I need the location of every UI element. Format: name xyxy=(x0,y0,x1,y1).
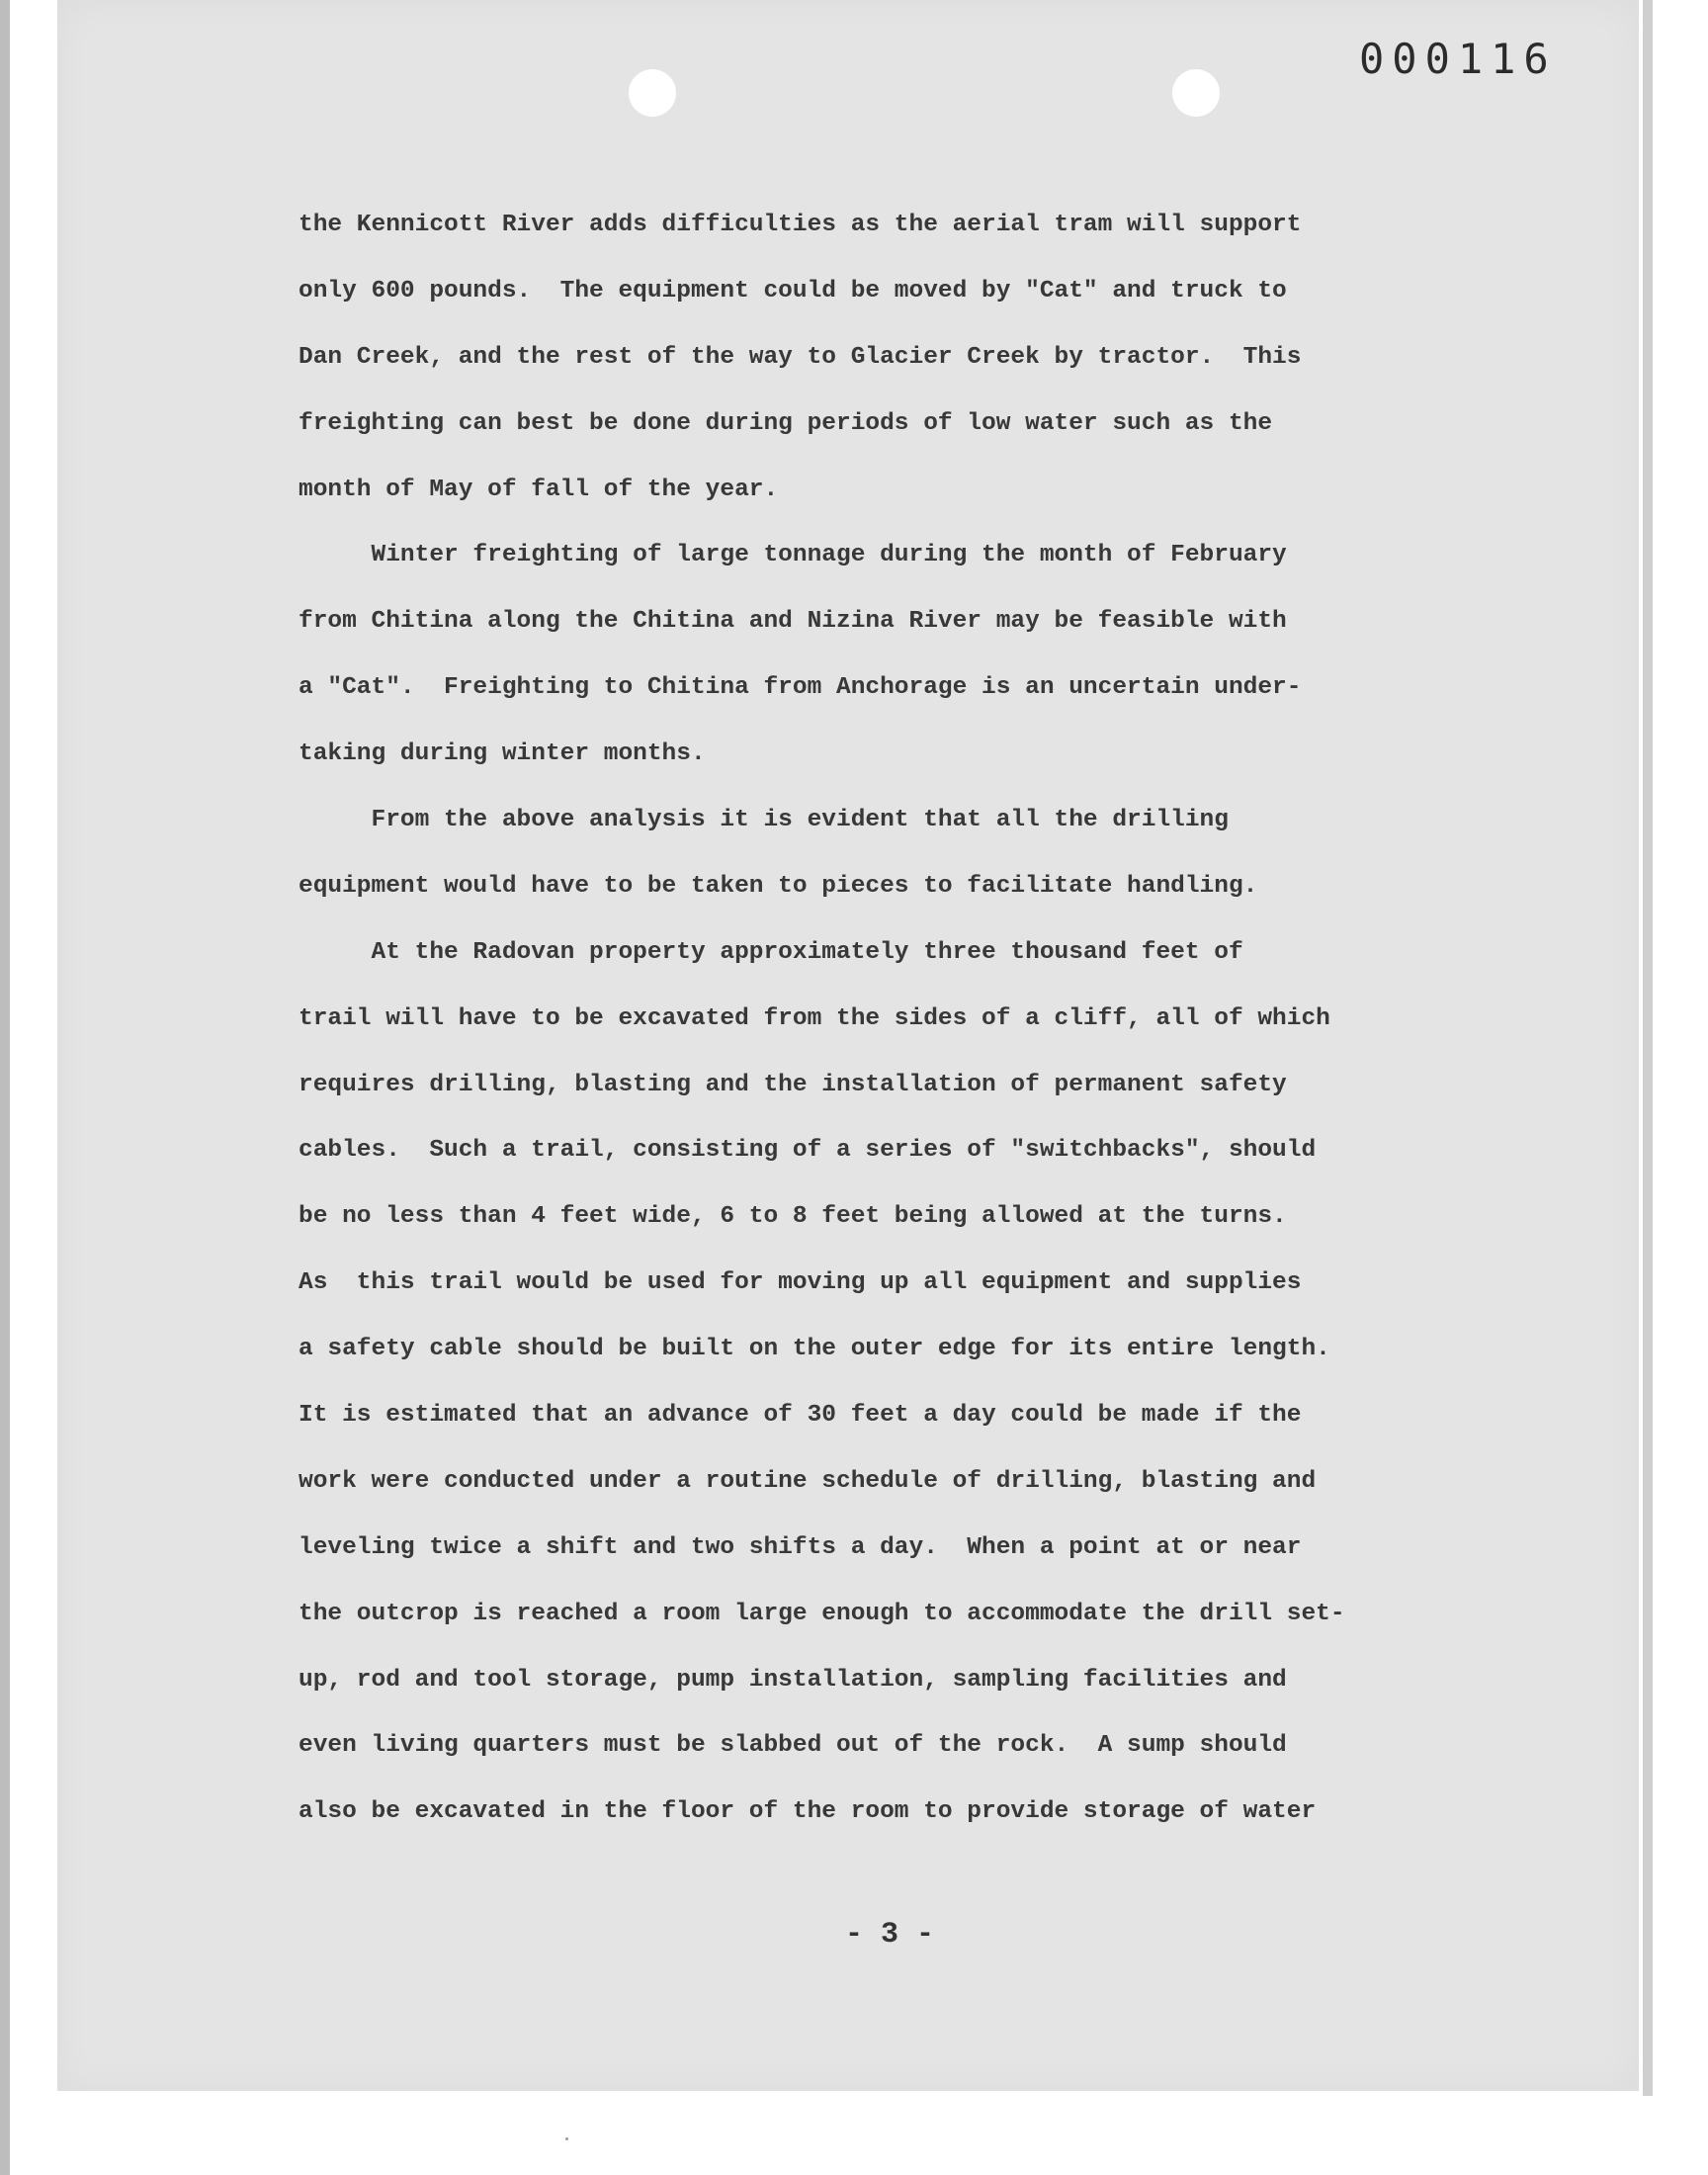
text-line: trail will have to be excavated from the sides of a cliff, all of which xyxy=(299,1004,1330,1032)
text-line: As this trail would be used for moving up all equipment and supplies xyxy=(299,1269,1302,1297)
text-line: from Chitina along the Chitina and Nizina River may be feasible with xyxy=(299,608,1287,636)
text-line: even living quarters must be slabbed out of the rock. A sump should xyxy=(299,1732,1287,1760)
text-line: the outcrop is reached a room large enough to accommodate the drill set- xyxy=(299,1600,1345,1627)
text-line: leveling twice a shift and two shifts a day. When a point at or near xyxy=(299,1533,1302,1561)
text-line: a safety cable should be built on the outer edge for its entire length. xyxy=(299,1336,1330,1363)
text-line: Dan Creek, and the rest of the way to Glacier Creek by tractor. This xyxy=(299,343,1302,371)
punch-hole-left xyxy=(629,69,676,117)
text-line: It is estimated that an advance of 30 feet a day could be made if the xyxy=(299,1402,1302,1430)
text-line: also be excavated in the floor of the room to provide storage of water xyxy=(299,1798,1317,1826)
page-number: - 3 - xyxy=(845,1918,935,1952)
text-line: equipment would have to be taken to pieces to facilitate handling. xyxy=(299,872,1258,900)
text-line: taking during winter months. xyxy=(299,740,706,768)
text-line: work were conducted under a routine schedule of drilling, blasting and xyxy=(299,1467,1317,1495)
scanner-right-shadow xyxy=(1643,0,1653,2096)
text-line: only 600 pounds. The equipment could be moved by "Cat" and truck to xyxy=(299,277,1287,304)
document-body xyxy=(299,193,1524,1846)
text-line: a "Cat". Freighting to Chitina from Anchorage is an uncertain under- xyxy=(299,674,1302,702)
scan-speck xyxy=(565,2137,568,2140)
document-number: 000116 xyxy=(1359,35,1557,83)
text-line: month of May of fall of the year. xyxy=(299,476,779,503)
text-line: freighting can best be done during periods of low water such as the xyxy=(299,409,1273,437)
text-line: be no less than 4 feet wide, 6 to 8 feet being allowed at the turns. xyxy=(299,1203,1287,1231)
scanner-left-edge xyxy=(0,0,10,2175)
text-line: At the Radovan property approximately three thousand feet of xyxy=(299,938,1243,966)
text-line: cables. Such a trail, consisting of a series of "switchbacks", should xyxy=(299,1137,1317,1165)
text-line: up, rod and tool storage, pump installation, sampling facilities and xyxy=(299,1666,1287,1694)
text-line: requires drilling, blasting and the installation of permanent safety xyxy=(299,1071,1287,1098)
text-line: the Kennicott River adds difficulties as the aerial tram will support xyxy=(299,212,1302,238)
punch-hole-right xyxy=(1172,69,1220,117)
text-line: Winter freighting of large tonnage during the month of February xyxy=(299,542,1287,569)
text-line: From the above analysis it is evident that all the drilling xyxy=(299,807,1229,834)
